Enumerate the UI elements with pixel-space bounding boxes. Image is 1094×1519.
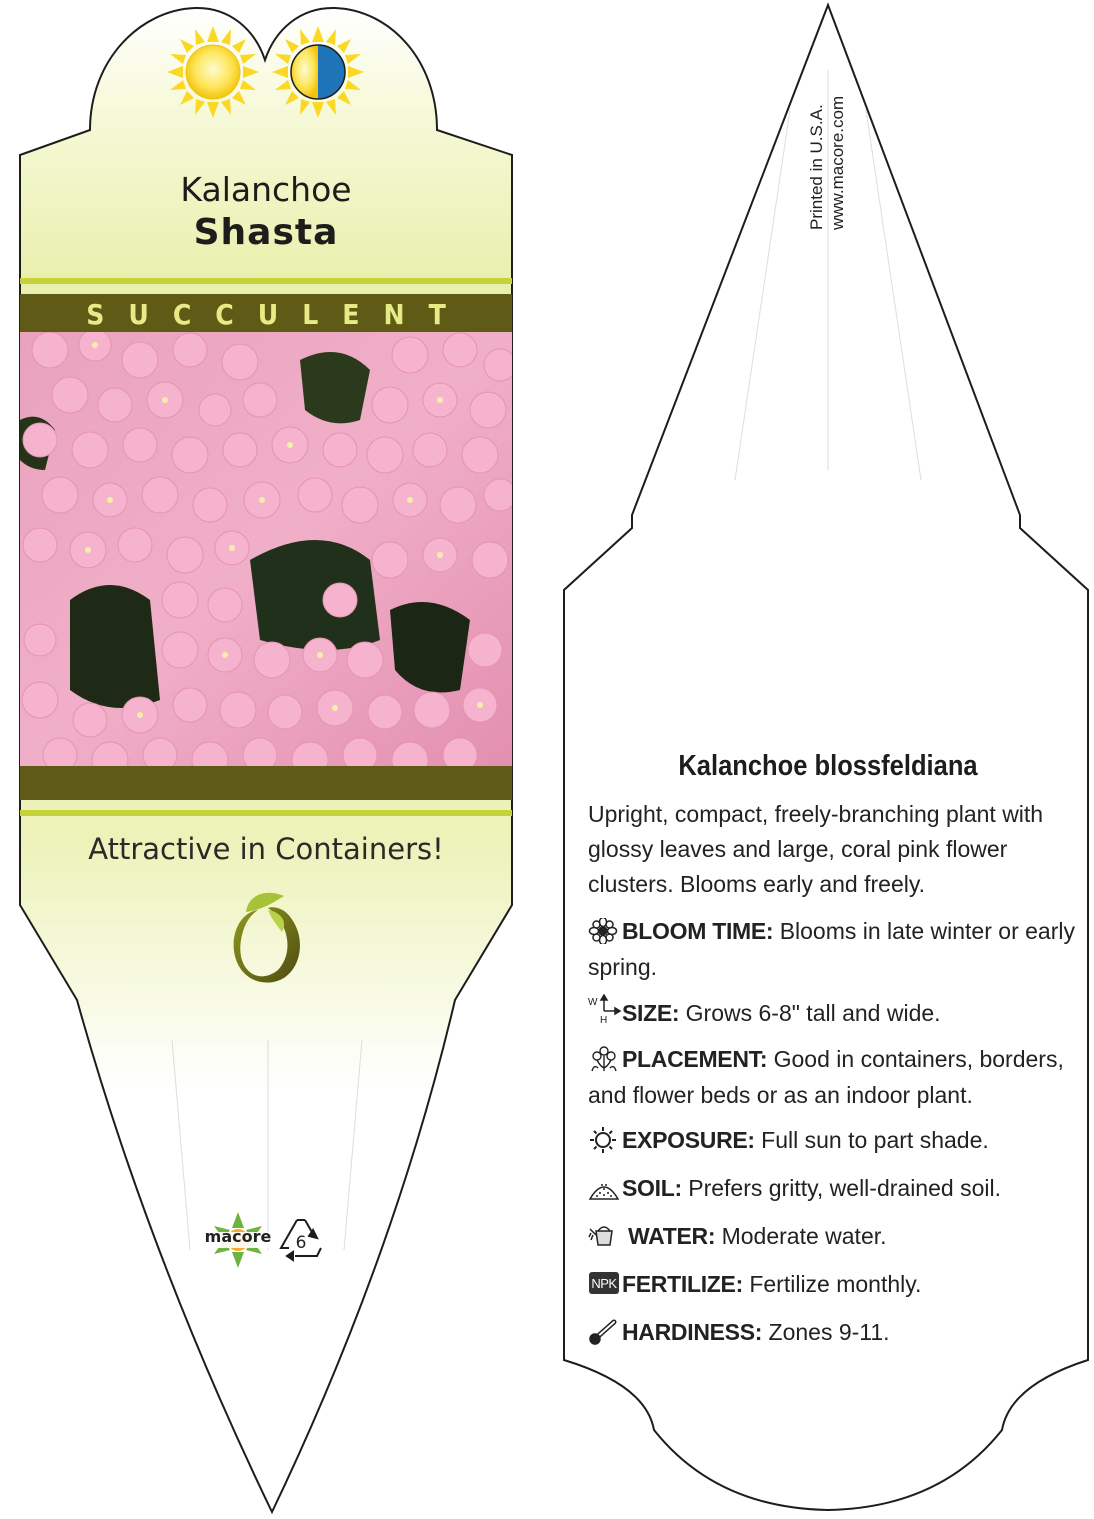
attribute-text: Full sun to part shade. <box>761 1127 989 1153</box>
placement-plant-icon <box>588 1046 622 1072</box>
attribute-size <box>588 995 1078 1031</box>
printed-info <box>806 60 848 230</box>
attribute-text: Zones 9-11. <box>768 1319 890 1345</box>
flower-icon <box>588 918 622 944</box>
size-height-letter: H <box>600 1015 608 1026</box>
bottom-lime-line <box>20 810 512 816</box>
flower-photo <box>20 329 516 778</box>
attribute-text: Fertilize monthly. <box>749 1271 922 1297</box>
attribute-text: Grows 6-8" tall and wide. <box>685 1000 941 1026</box>
plant-variety: Shasta <box>193 212 339 253</box>
thermometer-icon <box>588 1319 622 1345</box>
attribute-label: SOIL: <box>622 1175 682 1201</box>
bottom-band <box>20 766 512 800</box>
brand-name: macore <box>204 1227 272 1246</box>
plant-genus: Kalanchoe <box>180 170 352 209</box>
attribute-label: EXPOSURE: <box>622 1127 755 1153</box>
attribute-label: PLACEMENT: <box>622 1046 768 1072</box>
attribute-label: FERTILIZE: <box>622 1271 743 1297</box>
plant-description: Upright, compact, freely-branching plant with glossy leaves and large, coral pink flower clusters. Blooms early and freely. <box>588 801 1044 897</box>
size-arrows-icon <box>588 997 622 1026</box>
part-sun-icon <box>272 26 364 118</box>
size-width-letter: W <box>588 997 598 1008</box>
printed-website: www.macore.com <box>828 95 847 230</box>
sun-outline-icon <box>588 1127 622 1153</box>
soil-pile-icon <box>588 1175 622 1201</box>
attribute-exposure <box>588 1122 1078 1158</box>
npk-label: NPK <box>589 1272 619 1294</box>
attribute-text: Blooms in late winter or early spring. <box>588 918 1075 980</box>
attribute-label: BLOOM TIME: <box>622 918 774 944</box>
attribute-soil <box>588 1170 1078 1206</box>
watering-can-icon <box>588 1223 628 1249</box>
npk-box-icon <box>588 1271 622 1297</box>
tagline: Attractive in Containers! <box>88 832 444 866</box>
attribute-label: HARDINESS: <box>622 1319 763 1345</box>
attribute-bloom-time <box>588 913 1078 985</box>
attribute-text: Prefers gritty, well-drained soil. <box>688 1175 1001 1201</box>
attribute-text: Good in containers, borders, and flower beds or as an indoor plant. <box>588 1046 1064 1108</box>
attribute-fertilize <box>588 1266 1078 1302</box>
category-label: SUCCULENT <box>86 298 470 331</box>
top-lime-line <box>20 278 512 284</box>
printed-country: Printed in U.S.A. <box>807 104 826 230</box>
recycle-code: 6 <box>295 1233 307 1253</box>
attribute-label: SIZE: <box>622 1000 680 1026</box>
attribute-water <box>588 1218 1078 1254</box>
full-sun-icon <box>167 26 259 118</box>
attribute-label: WATER: <box>628 1223 716 1249</box>
scientific-name: Kalanchoe blossfeldiana <box>678 750 978 782</box>
attribute-hardiness <box>588 1314 1078 1350</box>
attribute-placement <box>588 1041 1078 1113</box>
attribute-text: Moderate water. <box>721 1223 887 1249</box>
